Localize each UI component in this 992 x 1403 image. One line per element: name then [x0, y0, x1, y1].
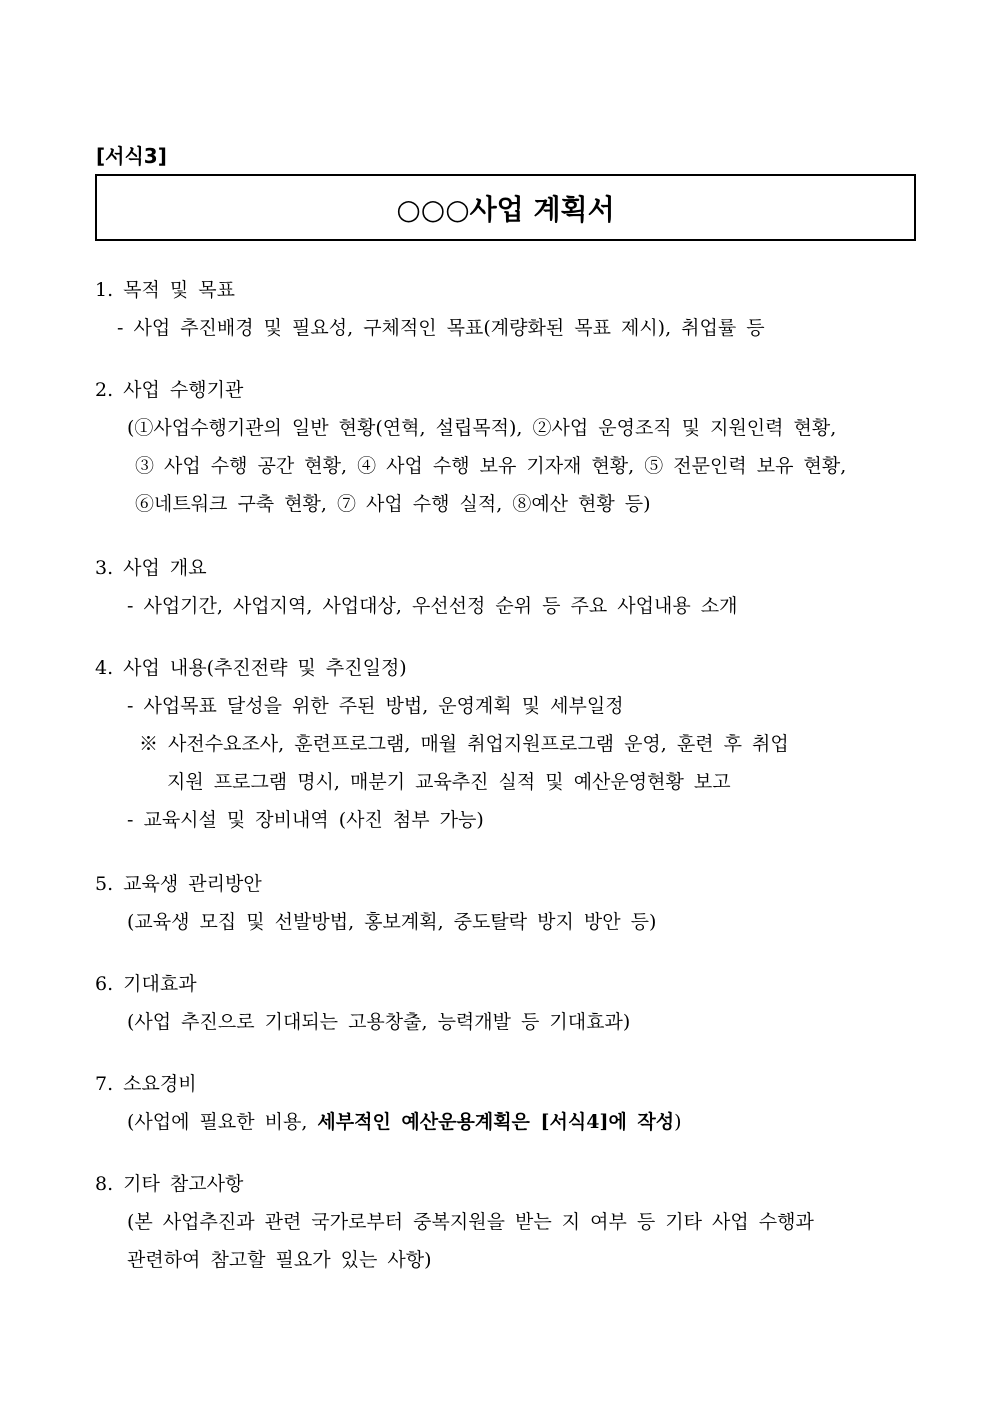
section-heading: 6. 기대효과 — [95, 973, 197, 995]
section-heading: 4. 사업 내용(추진전략 및 추진일정) — [95, 657, 407, 679]
section-other-notes — [95, 1165, 905, 1279]
section-line: 관련하여 참고할 필요가 있는 사항) — [127, 1249, 432, 1271]
section-heading: 7. 소요경비 — [95, 1073, 197, 1095]
budget-line-emphasis: 세부적인 예산운용계획은 [서식4]에 작성 — [317, 1111, 675, 1133]
budget-line-prefix: (사업에 필요한 비용, — [127, 1111, 318, 1133]
section-heading: 2. 사업 수행기관 — [95, 379, 244, 401]
budget-line-suffix: ) — [674, 1111, 682, 1133]
section-line: - 사업기간, 사업지역, 사업대상, 우선선정 순위 등 주요 사업내용 소개 — [127, 595, 738, 617]
section-heading: 1. 목적 및 목표 — [95, 279, 236, 301]
section-heading: 3. 사업 개요 — [95, 557, 207, 579]
section-heading: 8. 기타 참고사항 — [95, 1173, 244, 1195]
section-line: ③ 사업 수행 공간 현황, ④ 사업 수행 보유 기자재 현황, ⑤ 전문인력 보유 현황, — [135, 455, 847, 477]
section-expected-effects — [95, 965, 905, 1041]
section-organization — [95, 371, 905, 523]
document-title: ○○○사업 계획서 — [396, 192, 615, 226]
section-student-management — [95, 865, 905, 941]
section-line: (사업 추진으로 기대되는 고용창출, 능력개발 등 기대효과) — [127, 1011, 631, 1033]
section-note-line: 지원 프로그램 명시, 매분기 교육추진 실적 및 예산운영현황 보고 — [167, 771, 731, 793]
section-budget — [95, 1065, 905, 1141]
section-line: ⑥네트워크 구축 현황, ⑦ 사업 수행 실적, ⑧예산 현황 등) — [135, 493, 651, 515]
form-number-label: [서식3] — [96, 144, 167, 168]
section-overview — [95, 549, 905, 625]
section-purpose — [95, 271, 905, 347]
section-line: (교육생 모집 및 선발방법, 홍보계획, 중도탈락 방지 방안 등) — [127, 911, 657, 933]
section-line: (본 사업추진과 관련 국가로부터 중복지원을 받는 지 여부 등 기타 사업 수행과 — [127, 1211, 814, 1233]
section-note-line: ※ 사전수요조사, 훈련프로그램, 매월 취업지원프로그램 운영, 훈련 후 취업 — [139, 733, 789, 755]
section-line: - 사업 추진배경 및 필요성, 구체적인 목표(계량화된 목표 제시), 취업률 등 — [117, 317, 765, 339]
section-content — [95, 649, 905, 839]
section-heading: 5. 교육생 관리방안 — [95, 873, 262, 895]
document-title-box — [95, 174, 916, 241]
section-line: - 사업목표 달성을 위한 주된 방법, 운영계획 및 세부일정 — [127, 695, 624, 717]
section-line — [95, 1103, 905, 1141]
section-line: (①사업수행기관의 일반 현황(연혁, 설립목적), ②사업 운영조직 및 지원인력 현황, — [127, 417, 837, 439]
section-line: - 교육시설 및 장비내역 (사진 첨부 가능) — [127, 809, 484, 831]
